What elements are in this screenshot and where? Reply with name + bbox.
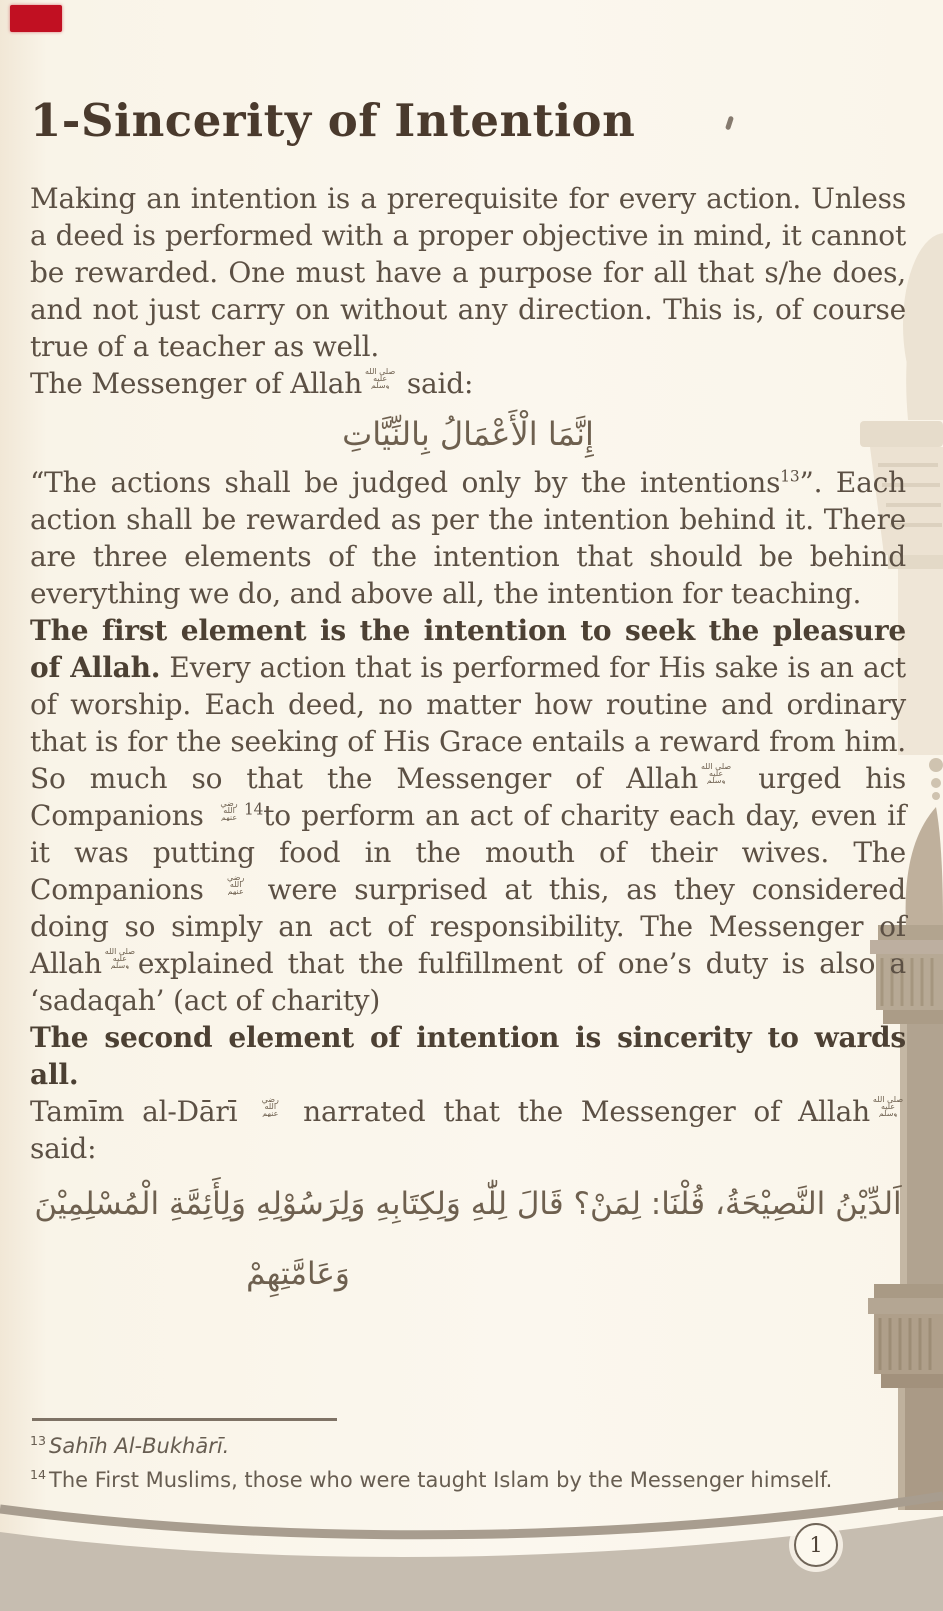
paragraph-text: said: bbox=[398, 366, 474, 400]
footnote-text: The First Muslims, those who were taught Islam by the Messenger himself. bbox=[49, 1468, 833, 1492]
body-paragraph bbox=[30, 180, 906, 365]
page-number: 1 bbox=[809, 1533, 823, 1557]
pbuh-symbol: صلى الله عليه وسلم bbox=[872, 1095, 904, 1117]
paragraph-text: to perform an act of charity each day, even if it was putting food in the mouth of their wives. The Companions bbox=[30, 798, 906, 906]
pbuh-symbol: صلى الله عليه وسلم bbox=[104, 947, 135, 969]
footnote-reference-14: 14 bbox=[244, 800, 264, 819]
paragraph-text: Every action that is performed for His sake is an act of worship. Each deed, no matter how routine and ordinary that is for the seeking of His Grace entails a reward from him. So much so that the Messenger of Allah bbox=[30, 650, 906, 795]
pbuh-symbol: صلى الله عليه وسلم bbox=[365, 367, 396, 389]
paragraph-text: ”. Each action shall be rewarded as per the intention behind it. There are three elements of the intention that should be behind everything we do, and above all, the intention for teaching. bbox=[30, 465, 906, 610]
body-paragraph bbox=[30, 1093, 906, 1167]
body-paragraph bbox=[30, 1019, 906, 1093]
body-paragraph bbox=[30, 365, 906, 402]
page-content bbox=[30, 96, 906, 1296]
body-text bbox=[30, 180, 906, 1297]
arabic-quote-2-line-2: وَعَامَّتِهِمْ bbox=[246, 1256, 350, 1292]
paragraph-text: said: bbox=[30, 1131, 97, 1165]
paragraph-text: “The actions shall be judged only by the intentions bbox=[30, 465, 781, 499]
footnote-13 bbox=[30, 1429, 900, 1463]
arabic-quote-2 bbox=[30, 1181, 906, 1297]
arabic-quote-1: إِنَّمَا الْأَعْمَالُ بِالنِّيَّاتِ bbox=[342, 414, 594, 453]
ra-symbol: رضي الله عنهم bbox=[226, 873, 245, 895]
ra-symbol: رضي الله عنهم bbox=[220, 799, 238, 821]
paragraph-text: were surprised at this, as they considered doing so simply an act of responsibility. The Messenger of Allah bbox=[30, 872, 906, 980]
paragraph-text: Tamīm al-Dārī bbox=[30, 1094, 256, 1128]
footnotes-section bbox=[30, 1418, 900, 1497]
paragraph-text: narrated that the Messenger of Allah bbox=[285, 1094, 870, 1128]
page-title: 1-Sincerity of Intention bbox=[30, 94, 636, 147]
footnote-number: 14 bbox=[30, 1467, 47, 1482]
body-paragraph bbox=[30, 612, 906, 1019]
arabic-quote-2-line-1: اَلدِّيْنُ النَّصِيْحَةُ، قُلْنَا: لِمَنْ؟ قَالَ لِلّٰهِ وَلِكِتَابِهِ وَلِرَسُوْلِهِ وَلِأَئِمَّةِ الْمُسْلِمِيْنَ bbox=[34, 1185, 902, 1222]
bold-lead-text: The first element is the intention to seek the pleasure of Allah. bbox=[30, 613, 906, 684]
footnote-text: Sahīh Al-Bukhārī. bbox=[49, 1434, 230, 1458]
paragraph-text: explained that the fulfillment of one’s duty is also a ‘sadaqah’ (act of charity) bbox=[30, 946, 906, 1017]
ra-symbol: رضي الله عنهم bbox=[261, 1095, 279, 1117]
pbuh-symbol: صلى الله عليه وسلم bbox=[700, 762, 732, 784]
footnote-number: 13 bbox=[30, 1433, 47, 1448]
bold-lead-text: The second element of intention is sincerity to wards all. bbox=[30, 1020, 906, 1091]
body-paragraph bbox=[30, 464, 906, 612]
footnote-reference-13: 13 bbox=[780, 467, 800, 486]
paragraph-text: urged his Companions bbox=[30, 761, 906, 832]
page-number-badge bbox=[794, 1523, 838, 1567]
red-scan-mark bbox=[10, 5, 62, 32]
paragraph-text: The Messenger of Allah bbox=[30, 366, 363, 400]
paragraph-text: Making an intention is a prerequisite for every action. Unless a deed is performed with a proper objective in mind, it cannot be rewarded. One must have a purpose for all that s/he does, and not just carry on without any direction. This is, of course true of a teacher as well. bbox=[30, 181, 906, 363]
footnote-divider bbox=[32, 1418, 337, 1421]
